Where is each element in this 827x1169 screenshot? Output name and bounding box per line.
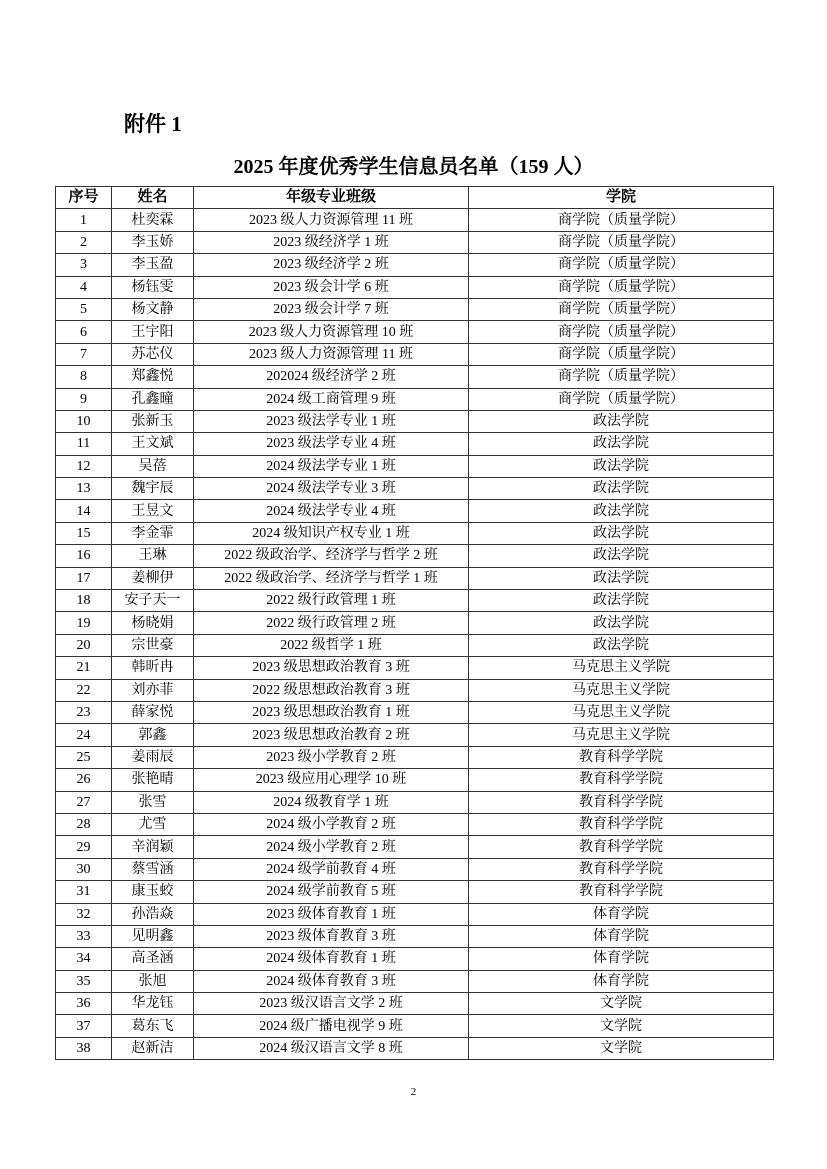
cell-class: 2024 级广播电视学 9 班 bbox=[194, 1015, 469, 1037]
table-row bbox=[56, 657, 774, 679]
cell-class: 2022 级行政管理 2 班 bbox=[194, 612, 469, 634]
cell-class: 2023 级经济学 2 班 bbox=[194, 254, 469, 276]
cell-name: 吴蓓 bbox=[112, 455, 194, 477]
cell-index: 15 bbox=[56, 522, 112, 544]
cell-name: 尤雪 bbox=[112, 813, 194, 835]
cell-college: 商学院（质量学院） bbox=[469, 321, 774, 343]
table-row bbox=[56, 858, 774, 880]
cell-name: 张旭 bbox=[112, 970, 194, 992]
cell-index: 18 bbox=[56, 590, 112, 612]
cell-college: 商学院（质量学院） bbox=[469, 209, 774, 231]
cell-index: 22 bbox=[56, 679, 112, 701]
cell-class: 2024 级学前教育 4 班 bbox=[194, 858, 469, 880]
cell-college: 政法学院 bbox=[469, 590, 774, 612]
table-row bbox=[56, 746, 774, 768]
cell-index: 6 bbox=[56, 321, 112, 343]
cell-class: 2022 级政治学、经济学与哲学 1 班 bbox=[194, 567, 469, 589]
cell-college: 教育科学学院 bbox=[469, 813, 774, 835]
cell-class: 2024 级体育教育 3 班 bbox=[194, 970, 469, 992]
cell-name: 康玉蛟 bbox=[112, 881, 194, 903]
cell-index: 12 bbox=[56, 455, 112, 477]
cell-college: 教育科学学院 bbox=[469, 746, 774, 768]
table-row bbox=[56, 209, 774, 231]
cell-college: 商学院（质量学院） bbox=[469, 298, 774, 320]
cell-class: 2024 级学前教育 5 班 bbox=[194, 881, 469, 903]
cell-college: 教育科学学院 bbox=[469, 769, 774, 791]
table-row bbox=[56, 366, 774, 388]
cell-index: 27 bbox=[56, 791, 112, 813]
cell-college: 政法学院 bbox=[469, 500, 774, 522]
cell-name: 姜柳伊 bbox=[112, 567, 194, 589]
cell-class: 2024 级小学教育 2 班 bbox=[194, 836, 469, 858]
cell-college: 马克思主义学院 bbox=[469, 724, 774, 746]
table-row bbox=[56, 769, 774, 791]
cell-index: 16 bbox=[56, 545, 112, 567]
cell-index: 32 bbox=[56, 903, 112, 925]
cell-name: 郑鑫悦 bbox=[112, 366, 194, 388]
cell-name: 孙浩焱 bbox=[112, 903, 194, 925]
cell-class: 2023 级体育教育 3 班 bbox=[194, 925, 469, 947]
table-row bbox=[56, 903, 774, 925]
cell-college: 政法学院 bbox=[469, 455, 774, 477]
table-row bbox=[56, 724, 774, 746]
table-row bbox=[56, 433, 774, 455]
cell-class: 2023 级体育教育 1 班 bbox=[194, 903, 469, 925]
cell-index: 20 bbox=[56, 634, 112, 656]
cell-name: 姜雨辰 bbox=[112, 746, 194, 768]
attachment-label: 附件 1 bbox=[124, 112, 182, 136]
table-row bbox=[56, 836, 774, 858]
cell-index: 31 bbox=[56, 881, 112, 903]
cell-name: 薛家悦 bbox=[112, 701, 194, 723]
cell-name: 张雪 bbox=[112, 791, 194, 813]
cell-class: 2023 级汉语言文学 2 班 bbox=[194, 993, 469, 1015]
cell-name: 华龙钰 bbox=[112, 993, 194, 1015]
table-row bbox=[56, 813, 774, 835]
cell-index: 38 bbox=[56, 1037, 112, 1059]
table-row bbox=[56, 1037, 774, 1059]
cell-college: 政法学院 bbox=[469, 612, 774, 634]
cell-class: 2024 级教育学 1 班 bbox=[194, 791, 469, 813]
cell-class: 2024 级小学教育 2 班 bbox=[194, 813, 469, 835]
header-index: 序号 bbox=[56, 187, 112, 209]
cell-college: 体育学院 bbox=[469, 948, 774, 970]
document-title: 2025 年度优秀学生信息员名单（159 人） bbox=[233, 156, 594, 178]
cell-index: 11 bbox=[56, 433, 112, 455]
table-row bbox=[56, 522, 774, 544]
cell-index: 34 bbox=[56, 948, 112, 970]
cell-college: 政法学院 bbox=[469, 410, 774, 432]
cell-index: 23 bbox=[56, 701, 112, 723]
cell-college: 商学院（质量学院） bbox=[469, 388, 774, 410]
cell-college: 文学院 bbox=[469, 1015, 774, 1037]
cell-class: 2023 级人力资源管理 11 班 bbox=[194, 209, 469, 231]
cell-name: 魏宇辰 bbox=[112, 478, 194, 500]
header-name: 姓名 bbox=[112, 187, 194, 209]
table-row bbox=[56, 321, 774, 343]
cell-college: 体育学院 bbox=[469, 925, 774, 947]
cell-name: 高圣涵 bbox=[112, 948, 194, 970]
cell-index: 24 bbox=[56, 724, 112, 746]
cell-index: 28 bbox=[56, 813, 112, 835]
cell-index: 37 bbox=[56, 1015, 112, 1037]
cell-class: 2022 级行政管理 1 班 bbox=[194, 590, 469, 612]
cell-name: 刘亦菲 bbox=[112, 679, 194, 701]
cell-class: 2024 级知识产权专业 1 班 bbox=[194, 522, 469, 544]
cell-name: 李玉娇 bbox=[112, 231, 194, 253]
table-row bbox=[56, 1015, 774, 1037]
table-row bbox=[56, 455, 774, 477]
cell-index: 36 bbox=[56, 993, 112, 1015]
table-row bbox=[56, 500, 774, 522]
cell-class: 2023 级应用心理学 10 班 bbox=[194, 769, 469, 791]
cell-name: 李金霏 bbox=[112, 522, 194, 544]
table-row bbox=[56, 993, 774, 1015]
cell-name: 韩昕冉 bbox=[112, 657, 194, 679]
table-row bbox=[56, 791, 774, 813]
cell-name: 王宇阳 bbox=[112, 321, 194, 343]
table-row bbox=[56, 388, 774, 410]
cell-college: 政法学院 bbox=[469, 567, 774, 589]
cell-college: 政法学院 bbox=[469, 634, 774, 656]
cell-college: 体育学院 bbox=[469, 903, 774, 925]
table-row bbox=[56, 948, 774, 970]
cell-class: 2024 级工商管理 9 班 bbox=[194, 388, 469, 410]
cell-college: 马克思主义学院 bbox=[469, 679, 774, 701]
table-row bbox=[56, 634, 774, 656]
cell-index: 25 bbox=[56, 746, 112, 768]
cell-college: 政法学院 bbox=[469, 478, 774, 500]
cell-index: 21 bbox=[56, 657, 112, 679]
cell-class: 202024 级经济学 2 班 bbox=[194, 366, 469, 388]
cell-class: 2022 级思想政治教育 3 班 bbox=[194, 679, 469, 701]
cell-class: 2022 级政治学、经济学与哲学 2 班 bbox=[194, 545, 469, 567]
cell-class: 2023 级经济学 1 班 bbox=[194, 231, 469, 253]
cell-class: 2023 级小学教育 2 班 bbox=[194, 746, 469, 768]
cell-index: 19 bbox=[56, 612, 112, 634]
cell-index: 5 bbox=[56, 298, 112, 320]
table-row bbox=[56, 679, 774, 701]
cell-index: 1 bbox=[56, 209, 112, 231]
cell-class: 2023 级会计学 7 班 bbox=[194, 298, 469, 320]
cell-name: 见明鑫 bbox=[112, 925, 194, 947]
cell-name: 苏芯仪 bbox=[112, 343, 194, 365]
table-row bbox=[56, 343, 774, 365]
cell-index: 3 bbox=[56, 254, 112, 276]
cell-index: 8 bbox=[56, 366, 112, 388]
cell-index: 26 bbox=[56, 769, 112, 791]
table-row bbox=[56, 545, 774, 567]
cell-name: 蔡雪涵 bbox=[112, 858, 194, 880]
cell-class: 2024 级法学专业 1 班 bbox=[194, 455, 469, 477]
cell-class: 2023 级思想政治教育 2 班 bbox=[194, 724, 469, 746]
cell-class: 2022 级哲学 1 班 bbox=[194, 634, 469, 656]
cell-index: 30 bbox=[56, 858, 112, 880]
cell-index: 29 bbox=[56, 836, 112, 858]
cell-name: 王文斌 bbox=[112, 433, 194, 455]
table-row bbox=[56, 881, 774, 903]
cell-name: 郭鑫 bbox=[112, 724, 194, 746]
cell-class: 2024 级汉语言文学 8 班 bbox=[194, 1037, 469, 1059]
cell-name: 王琳 bbox=[112, 545, 194, 567]
cell-name: 赵新洁 bbox=[112, 1037, 194, 1059]
table-row bbox=[56, 298, 774, 320]
cell-class: 2023 级会计学 6 班 bbox=[194, 276, 469, 298]
cell-index: 2 bbox=[56, 231, 112, 253]
table-row bbox=[56, 254, 774, 276]
cell-college: 教育科学学院 bbox=[469, 881, 774, 903]
cell-college: 商学院（质量学院） bbox=[469, 276, 774, 298]
cell-index: 7 bbox=[56, 343, 112, 365]
table-row bbox=[56, 701, 774, 723]
table-row bbox=[56, 276, 774, 298]
table-row bbox=[56, 410, 774, 432]
cell-class: 2023 级人力资源管理 11 班 bbox=[194, 343, 469, 365]
cell-name: 杨晓娟 bbox=[112, 612, 194, 634]
cell-name: 宗世豪 bbox=[112, 634, 194, 656]
cell-class: 2024 级法学专业 3 班 bbox=[194, 478, 469, 500]
cell-college: 商学院（质量学院） bbox=[469, 254, 774, 276]
cell-college: 马克思主义学院 bbox=[469, 701, 774, 723]
cell-name: 安子天一 bbox=[112, 590, 194, 612]
cell-name: 孔鑫曈 bbox=[112, 388, 194, 410]
cell-class: 2023 级思想政治教育 3 班 bbox=[194, 657, 469, 679]
cell-index: 14 bbox=[56, 500, 112, 522]
cell-college: 政法学院 bbox=[469, 433, 774, 455]
cell-index: 33 bbox=[56, 925, 112, 947]
cell-index: 9 bbox=[56, 388, 112, 410]
header-class: 年级专业班级 bbox=[194, 187, 469, 209]
cell-name: 辛润颖 bbox=[112, 836, 194, 858]
cell-index: 4 bbox=[56, 276, 112, 298]
page-number: 2 bbox=[410, 1086, 417, 1098]
table-row bbox=[56, 231, 774, 253]
cell-name: 张艳晴 bbox=[112, 769, 194, 791]
cell-index: 35 bbox=[56, 970, 112, 992]
cell-class: 2023 级人力资源管理 10 班 bbox=[194, 321, 469, 343]
cell-college: 商学院（质量学院） bbox=[469, 366, 774, 388]
table-body bbox=[56, 209, 774, 1060]
cell-college: 教育科学学院 bbox=[469, 791, 774, 813]
cell-index: 13 bbox=[56, 478, 112, 500]
cell-college: 文学院 bbox=[469, 993, 774, 1015]
cell-name: 葛东飞 bbox=[112, 1015, 194, 1037]
cell-name: 杨文静 bbox=[112, 298, 194, 320]
cell-college: 马克思主义学院 bbox=[469, 657, 774, 679]
cell-name: 杜奕霖 bbox=[112, 209, 194, 231]
cell-college: 文学院 bbox=[469, 1037, 774, 1059]
table-row bbox=[56, 970, 774, 992]
cell-class: 2024 级法学专业 4 班 bbox=[194, 500, 469, 522]
table-row bbox=[56, 590, 774, 612]
cell-college: 教育科学学院 bbox=[469, 836, 774, 858]
table-row bbox=[56, 478, 774, 500]
cell-class: 2024 级体育教育 1 班 bbox=[194, 948, 469, 970]
cell-class: 2023 级思想政治教育 1 班 bbox=[194, 701, 469, 723]
cell-index: 17 bbox=[56, 567, 112, 589]
student-table bbox=[55, 186, 774, 1060]
cell-name: 李玉盈 bbox=[112, 254, 194, 276]
cell-name: 张新玉 bbox=[112, 410, 194, 432]
cell-name: 杨钰雯 bbox=[112, 276, 194, 298]
table-header-row bbox=[56, 187, 774, 209]
cell-college: 商学院（质量学院） bbox=[469, 343, 774, 365]
table-row bbox=[56, 612, 774, 634]
cell-class: 2023 级法学专业 4 班 bbox=[194, 433, 469, 455]
cell-college: 体育学院 bbox=[469, 970, 774, 992]
cell-class: 2023 级法学专业 1 班 bbox=[194, 410, 469, 432]
cell-college: 政法学院 bbox=[469, 545, 774, 567]
cell-college: 商学院（质量学院） bbox=[469, 231, 774, 253]
cell-college: 教育科学学院 bbox=[469, 858, 774, 880]
cell-name: 王昱文 bbox=[112, 500, 194, 522]
header-college: 学院 bbox=[469, 187, 774, 209]
cell-college: 政法学院 bbox=[469, 522, 774, 544]
cell-index: 10 bbox=[56, 410, 112, 432]
table-row bbox=[56, 925, 774, 947]
table-row bbox=[56, 567, 774, 589]
